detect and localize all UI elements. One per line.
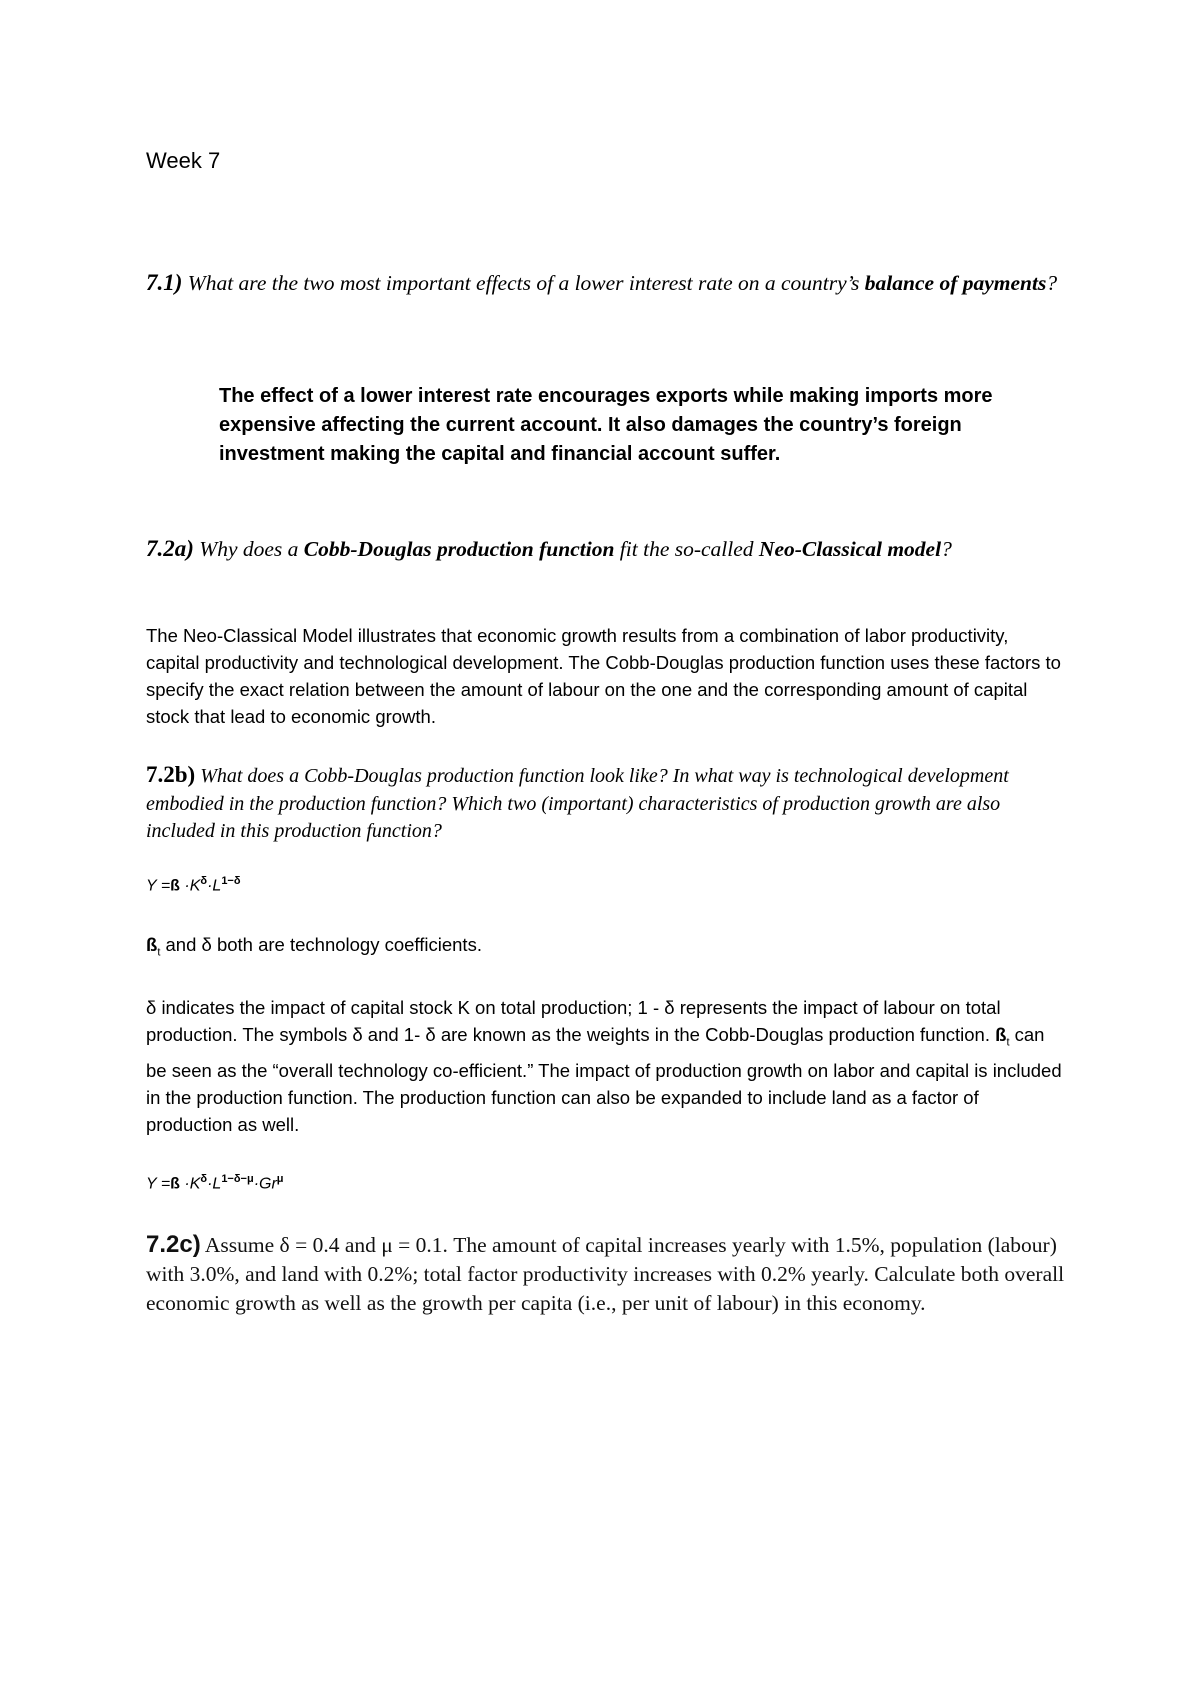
technology-text: and δ both are technology coefficients. <box>160 934 482 955</box>
formula-k-exponent: δ <box>200 1173 208 1185</box>
week-title: Week 7 <box>146 148 221 173</box>
beta-subscript: t <box>157 946 161 959</box>
beta-subscript: t <box>1006 1036 1010 1049</box>
formula-l: ·L <box>207 1175 222 1193</box>
technology-coefficients-line <box>146 934 1066 959</box>
question-text: What are the two most important effects of a lower interest rate on a country’s <box>187 271 860 295</box>
question-text: Why does a <box>199 537 299 561</box>
formula-l-exponent: 1−δ <box>221 875 241 887</box>
question-number: 7.2c) <box>146 1231 201 1258</box>
question-emphasis: Neo-Classical model <box>758 537 942 561</box>
question-emphasis: Cobb-Douglas production function <box>303 537 615 561</box>
question-7-1 <box>146 268 1066 298</box>
question-7-2c <box>146 1230 1066 1318</box>
formula-cobb-douglas <box>146 875 1066 895</box>
formula-cobb-douglas-land <box>146 1173 1066 1193</box>
formula-gr: ·Gr <box>253 1175 277 1193</box>
question-number: 7.1) <box>146 270 183 295</box>
answer-7-1: The effect of a lower interest rate encourages exports while making imports more expensive affecting the current account. It also damages the country’s foreign investment making the capital and financial account suffer. <box>219 385 993 465</box>
formula-lhs: Y = <box>146 1175 171 1193</box>
question-end: ? <box>941 537 952 561</box>
question-text: What does a Cobb-Douglas production function look like? In what way is technological development embodied in the production function? Which two (important) characteristics of production growth are also included in this production function? <box>146 765 1009 842</box>
formula-k-exponent: δ <box>200 875 208 887</box>
beta-symbol: ß <box>146 934 158 955</box>
beta-symbol: ß <box>995 1024 1007 1045</box>
formula-l: ·L <box>207 877 222 895</box>
question-7-2a <box>146 534 1066 564</box>
question-text: fit the so-called <box>619 537 754 561</box>
formula-beta: ß <box>170 877 180 895</box>
formula-lhs: Y = <box>146 877 171 895</box>
question-text: Assume δ = 0.4 and μ = 0.1. The amount of capital increases yearly with 1.5%, population (labour) with 3.0%, and land with 0.2%; total factor productivity increases with 0.2% yearly. Calculate both overall economic growth as well as the growth per capita (i.e., per unit of labour) in this economy. <box>146 1233 1065 1315</box>
answer-7-2b <box>146 994 1066 1138</box>
formula-gr-exponent: μ <box>276 1173 284 1185</box>
question-7-2b <box>146 761 1066 846</box>
formula-l-exponent: 1−δ−μ <box>221 1173 254 1185</box>
formula-k: ·K <box>179 877 201 895</box>
answer-part-2: can be seen as the “overall technology co-efficient.” The impact of production growth on labor and capital is included in the production function. The production function can also be expanded to include land as a factor of production as well. <box>146 1024 1062 1135</box>
question-number: 7.2a) <box>146 536 194 561</box>
question-emphasis: balance of payments <box>864 271 1047 295</box>
answer-part-1: δ indicates the impact of capital stock K on total production; 1 - δ represents the impact of labour on total production. The symbols δ and 1- δ are known as the weights in the Cobb-Douglas production function. <box>146 997 1001 1045</box>
answer-7-2a: The Neo-Classical Model illustrates that economic growth results from a combination of labor productivity, capital productivity and technological development. The Cobb-Douglas production function uses these factors to specify the exact relation between the amount of labour on the one and the corresponding amount of capital stock that lead to economic growth. <box>146 625 1061 727</box>
question-number: 7.2b) <box>146 762 196 787</box>
formula-k: ·K <box>179 1175 201 1193</box>
question-end: ? <box>1046 271 1058 295</box>
formula-beta: ß <box>170 1175 180 1193</box>
